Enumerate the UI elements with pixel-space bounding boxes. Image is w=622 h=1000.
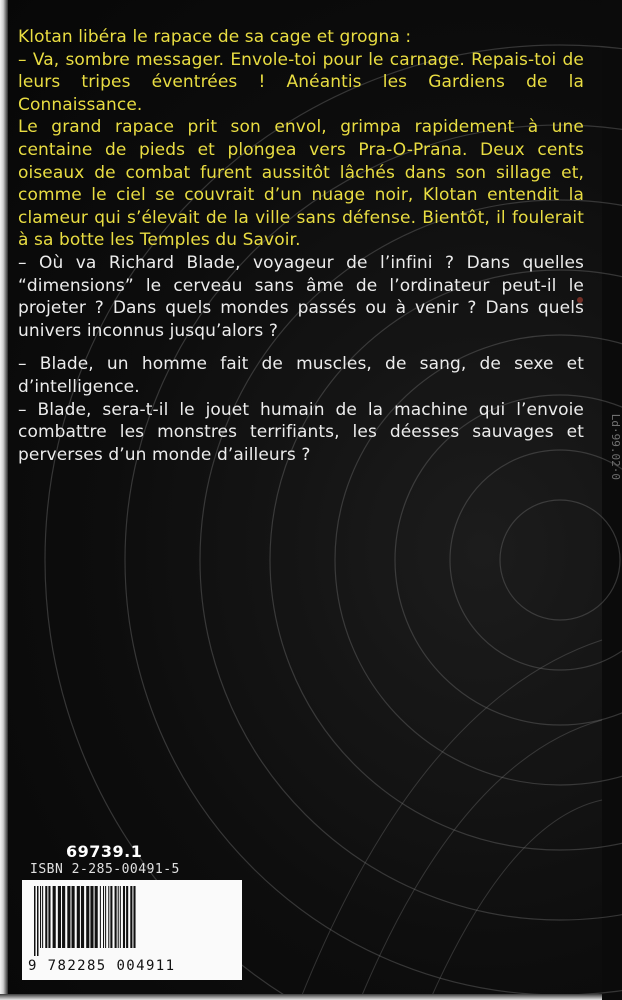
barcode-bar <box>34 886 36 956</box>
barcode-bar <box>48 886 50 948</box>
barcode-bar <box>115 886 117 948</box>
barcode-bar <box>100 886 101 948</box>
barcode-bar <box>58 886 61 948</box>
teaser-paragraph-2: – Blade, un homme fait de muscles, de sang, de sexe et d’intelligence. <box>18 354 584 397</box>
barcode-bar <box>108 886 109 948</box>
teaser-paragraph-1: – Où va Richard Blade, voyageur de l’infini ? Dans quelles “dimensions” le cerveau sans âme de l’ordinateur peut-il le projeter ? Dans quels mondes passés ou à venir ? Dans quels univers inconnus jusqu’alors ? <box>18 252 584 341</box>
barcode-bar <box>77 886 80 948</box>
barcode-bar <box>133 886 135 948</box>
bottom-edge-wear <box>0 994 602 1000</box>
blurb-paragraph-2: – Va, sombre messager. Envole-toi pour le carnage. Repais-toi de leurs tripes éventrées ! Anéantis les Gardiens de la Connaissance. <box>18 49 584 115</box>
barcode-bar <box>118 886 119 948</box>
edge-scribble: Ld·99.02·0 <box>609 413 622 480</box>
catalog-code: 69739.1 <box>66 842 143 861</box>
blurb-paragraph-3: Le grand rapace prit son envol, grimpa rapidement à une centaine de pieds et plongea vers Pra-O-Prana. Deux cents oiseaux de combat furent aussitôt lâchés dans son sillage et, comme le ciel se couvrait d’un nuage noir, Klotan entendit la clameur qui s’élevait de la ville sans défense. Bientôt, il foulerait à sa botte les Temples du Savoir. <box>18 117 584 251</box>
barcode-bar <box>72 886 75 948</box>
barcode-bar <box>37 886 39 956</box>
barcode-bar <box>42 886 43 948</box>
barcode-bar <box>86 886 89 948</box>
barcode-bar <box>126 886 128 948</box>
blurb-paragraph-1: Klotan libéra le rapace de sa cage et grogna : <box>18 27 412 47</box>
barcode-bar <box>130 886 132 948</box>
barcode-bar <box>62 886 65 948</box>
barcode <box>22 880 242 980</box>
barcode-bar <box>120 886 121 948</box>
barcode-bar <box>90 886 93 948</box>
barcode-bar <box>95 886 98 948</box>
isbn: ISBN 2-285-00491-5 <box>30 862 180 877</box>
barcode-bar <box>110 886 112 948</box>
barcode-bar <box>53 886 56 948</box>
barcode-bar <box>40 886 41 948</box>
barcode-bar <box>123 886 125 948</box>
left-edge-wear <box>0 0 8 1000</box>
barcode-bar <box>103 886 104 948</box>
barcode-bar <box>67 886 70 948</box>
teaser-paragraph-3: – Blade, sera-t-il le jouet humain de la machine qui l’envoie combattre les monstres terrifiants, les déesses sauvages et perverses d’un monde d’ailleurs ? <box>18 399 584 465</box>
barcode-digits: 9 782285 004911 <box>28 958 238 974</box>
barcode-bar <box>105 886 106 948</box>
barcode-bar <box>45 886 47 948</box>
barcode-bar <box>81 886 84 948</box>
barcode-bars <box>32 886 232 956</box>
blurb <box>18 26 584 466</box>
